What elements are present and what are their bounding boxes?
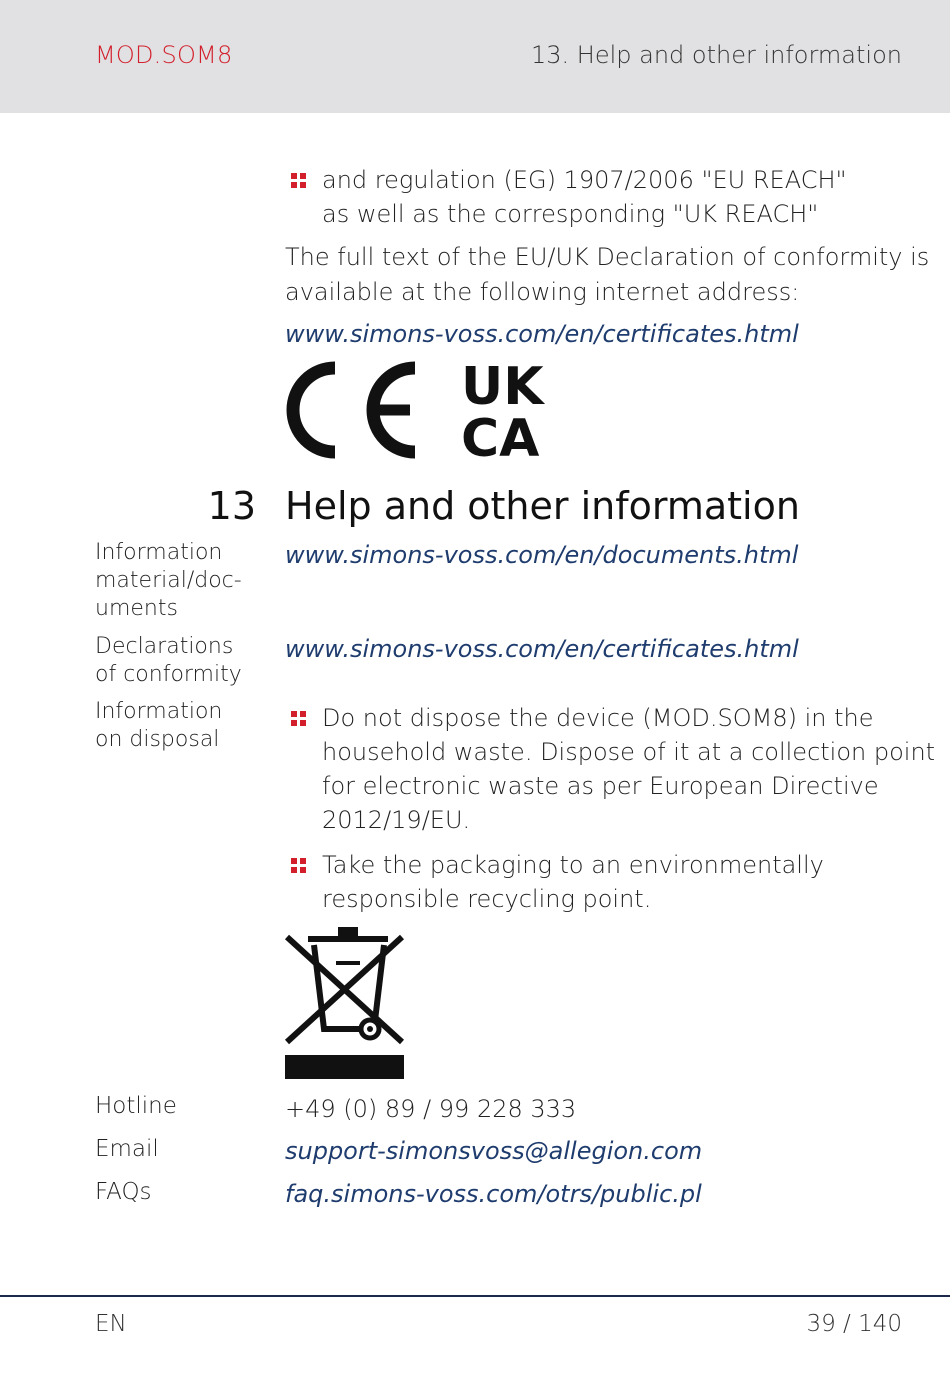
ukca-mark-icon — [461, 360, 545, 460]
disposal-bullet1-line-2: household waste. Dispose of it at a collection point — [322, 738, 936, 766]
page-header — [0, 0, 950, 113]
reach-bullet-line-1: and regulation (EG) 1907/2006 "EU REACH" — [322, 166, 847, 194]
disposal-label-2: on disposal — [95, 727, 220, 752]
conformity-certificates-link[interactable]: www.simons-voss.com/en/certificates.html — [285, 635, 799, 663]
info-material-label-2: material/doc- — [95, 568, 242, 593]
section-title: Help and other information — [285, 484, 800, 528]
footer-page-number: 39 / 140 — [806, 1311, 902, 1337]
conformity-label-1: Declarations — [95, 634, 234, 659]
email-link[interactable]: support-simonsvoss@allegion.com — [285, 1137, 703, 1165]
faq-link[interactable]: faq.simons-voss.com/otrs/public.pl — [285, 1180, 702, 1208]
crossed-out-wheelie-bin-icon — [284, 925, 406, 1081]
disposal-bullet1-line-4: 2012/19/EU. — [322, 806, 471, 834]
footer-language: EN — [95, 1311, 127, 1337]
documents-link[interactable]: www.simons-voss.com/en/documents.html — [285, 541, 799, 569]
ukca-bottom-text: CA — [461, 409, 540, 460]
ukca-top-text: UK — [461, 360, 544, 417]
hotline-value: +49 (0) 89 / 99 228 333 — [285, 1095, 577, 1123]
faq-label: FAQs — [95, 1179, 152, 1205]
disposal-bullet1-line-1: Do not dispose the device (MOD.SOM8) in the — [322, 704, 874, 732]
declaration-text-line-2: available at the following internet address: — [285, 278, 800, 306]
reach-bullet-line-2: as well as the corresponding "UK REACH" — [322, 200, 819, 228]
conformity-label-2: of conformity — [95, 662, 242, 687]
disposal-bullet2-line-2: responsible recycling point. — [322, 885, 652, 913]
hotline-label: Hotline — [95, 1093, 177, 1119]
bullet-icon — [291, 858, 307, 874]
certificates-link[interactable]: www.simons-voss.com/en/certificates.html — [285, 320, 799, 348]
footer-divider — [0, 1295, 950, 1297]
running-title: 13. Help and other information — [530, 41, 902, 69]
ce-ukca-marks — [283, 360, 573, 460]
section-number: 13 — [207, 484, 256, 528]
info-material-label-3: uments — [95, 596, 178, 621]
ce-mark-icon — [293, 368, 415, 452]
disposal-bullet2-line-1: Take the packaging to an environmentally — [322, 851, 824, 879]
bullet-icon — [291, 173, 307, 189]
disposal-label-1: Information — [95, 699, 223, 724]
declaration-text-line-1: The full text of the EU/UK Declaration of conformity is — [285, 243, 930, 271]
info-material-label-1: Information — [95, 540, 223, 565]
disposal-bullet1-line-3: for electronic waste as per European Directive — [322, 772, 879, 800]
email-label: Email — [95, 1136, 159, 1162]
brand-label: MOD.SOM8 — [95, 41, 233, 69]
bullet-icon — [291, 711, 307, 727]
